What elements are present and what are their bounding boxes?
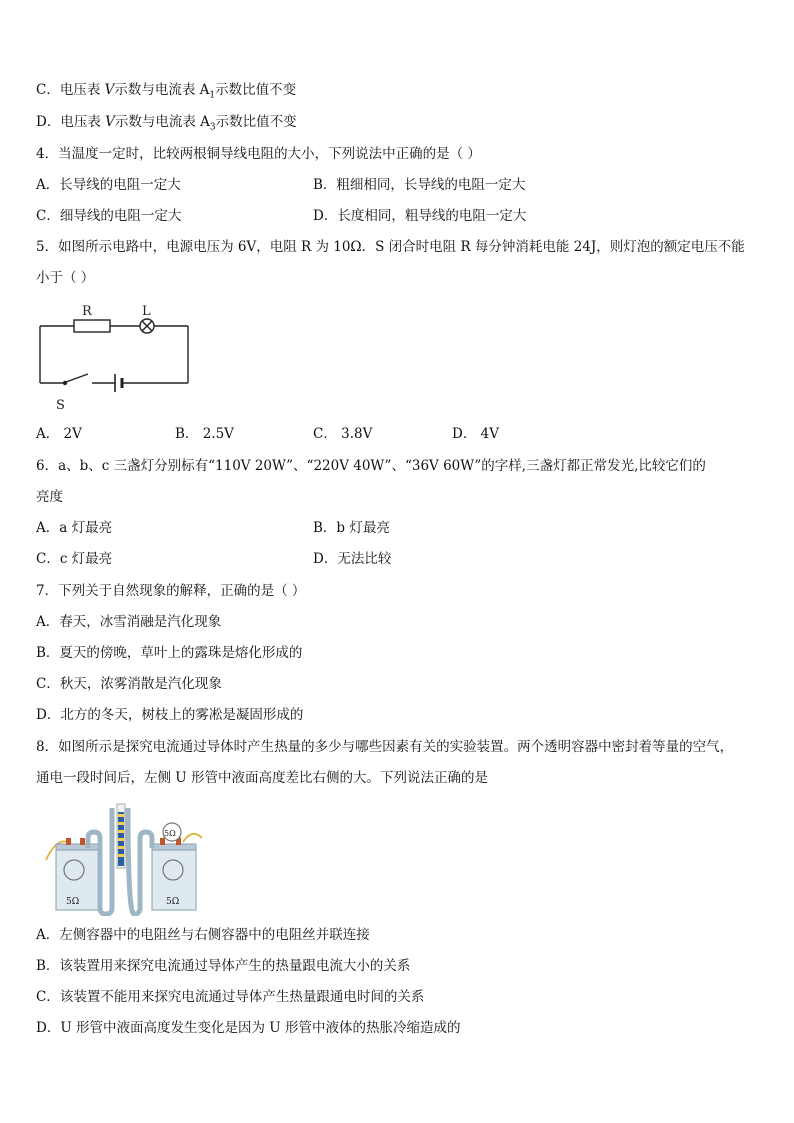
right-resistor-label: 5Ω	[166, 897, 180, 907]
resistor-r	[74, 320, 110, 332]
left-container-lid	[56, 844, 100, 850]
q7-stem: 7．下列关于自然现象的解释，正确的是（ ）	[36, 583, 306, 599]
q4-option-a: A．长导线的电阻一定大	[36, 177, 181, 193]
q3-option-d-var: V	[105, 114, 115, 130]
q8-stem-line1: 8．如图所示是探究电流通过导体时产生热量的多少与哪些因素有关的实验装置。两个透明容器中密封着等量的空气，	[36, 739, 734, 755]
q4-stem: 4．当温度一定时，比较两根铜导线电阻的大小，下列说法中正确的是（ ）	[36, 146, 481, 162]
q6-option-b: B．b 灯最亮	[313, 520, 390, 536]
left-terminal-1	[66, 838, 71, 845]
q5-option-b: B． 2.5V	[175, 426, 234, 442]
q3-option-d-prefix: D．电压表	[36, 114, 106, 130]
q8-apparatus-figure	[42, 798, 212, 916]
q3-option-c-sub: 1	[209, 90, 216, 101]
q8-option-b: B．该装置用来探究电流通过导体产生的热量跟电流大小的关系	[36, 958, 411, 974]
switch-pivot	[63, 381, 67, 385]
q3-option-d-sub: 3	[209, 122, 216, 133]
wire-right-yellow	[183, 834, 202, 842]
q5-option-d: D． 4V	[452, 426, 499, 442]
q3-option-d	[36, 112, 297, 138]
left-resistor-label: 5Ω	[66, 897, 80, 907]
lamp-label: L	[142, 304, 151, 319]
q7-option-a: A．春天，冰雪消融是汽化现象	[36, 614, 222, 630]
q6-stem-line1: 6．a、b、c 三盏灯分别标有“110V 20W”、“220V 40W”、“36V 60W”的字样,三盏灯都正常发光,比较它们的	[36, 458, 706, 474]
q4-option-b: B．粗细相同，长导线的电阻一定大	[313, 177, 526, 193]
q5-stem-line1: 5．如图所示电路中，电源电压为 6V，电阻 R 为 10Ω．S 闭合时电阻 R 每分钟消耗电能 24J，则灯泡的额定电压不能	[36, 239, 745, 255]
q8-option-c: C．该装置不能用来探究电流通过导体产生热量跟通电时间的关系	[36, 989, 425, 1005]
left-terminal-2	[80, 838, 85, 845]
q8-option-a: A．左侧容器中的电阻丝与右侧容器中的电阻丝并联连接	[36, 927, 370, 943]
q7-option-b: B．夏天的傍晚，草叶上的露珠是熔化形成的	[36, 645, 303, 661]
q4-option-d: D．长度相同，粗导线的电阻一定大	[313, 208, 527, 224]
q6-option-a: A．a 灯最亮	[36, 520, 113, 536]
q8-option-d: D．U 形管中液面高度发生变化是因为 U 形管中液体的热胀冷缩造成的	[36, 1020, 461, 1036]
right-terminal-1	[160, 838, 165, 845]
q3-option-c-mid: 示数与电流表 A	[114, 82, 210, 98]
external-resistor-label: 5Ω	[164, 829, 176, 838]
q7-option-d: D．北方的冬天，树枝上的雾凇是凝固形成的	[36, 707, 304, 723]
q3-option-d-mid: 示数与电流表 A	[114, 114, 210, 130]
q3-option-c-prefix: C．电压表	[36, 82, 105, 98]
q6-stem-line2: 亮度	[36, 489, 63, 505]
right-u-tube	[128, 808, 152, 914]
q3-option-c-suffix: 示数比值不变	[215, 82, 297, 98]
q6-option-c: C．c 灯最亮	[36, 551, 113, 567]
q5-option-c: C． 3.8V	[313, 426, 373, 442]
resistor-label: R	[82, 304, 92, 319]
q3-option-c	[36, 80, 296, 106]
right-container-lid	[152, 844, 196, 850]
switch-s	[66, 374, 88, 382]
q3-option-c-var: V	[104, 82, 115, 98]
q6-option-d: D．无法比较	[313, 551, 392, 567]
q8-stem-line2: 通电一段时间后，左侧 U 形管中液面高度差比右侧的大。下列说法正确的是	[36, 770, 488, 786]
q5-stem-line2: 小于（ ）	[36, 270, 95, 286]
q4-option-c: C．细导线的电阻一定大	[36, 208, 182, 224]
q7-option-c: C．秋天，浓雾消散是汽化现象	[36, 676, 222, 692]
q3-option-d-suffix: 示数比值不变	[215, 114, 297, 130]
switch-label: S	[56, 398, 65, 413]
q5-circuit-diagram	[30, 300, 200, 415]
q5-option-a: A． 2V	[36, 426, 82, 442]
